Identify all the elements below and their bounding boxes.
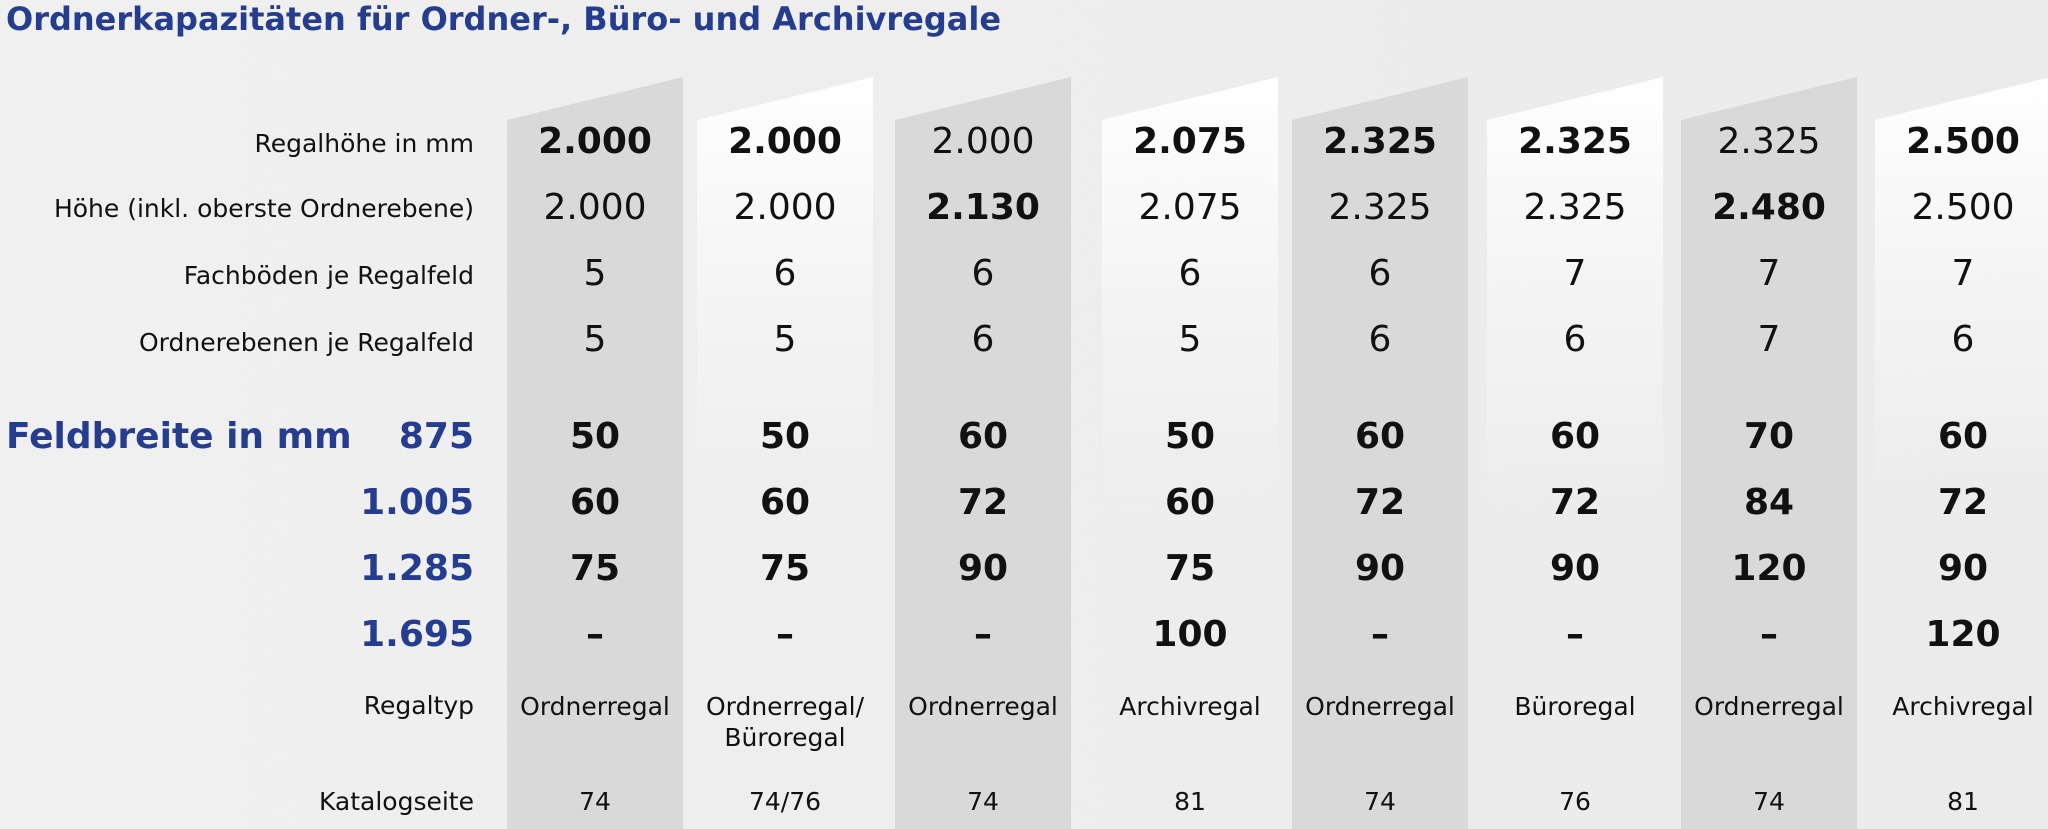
cell-regaltyp: Ordnerregal (908, 692, 1058, 721)
cell-regalhoehe: 2.325 (1323, 121, 1437, 162)
cell-fachboeden: 6 (1368, 253, 1392, 294)
cell-ordnerebenen: 5 (773, 319, 797, 360)
cell-fachboeden: 7 (1757, 253, 1781, 294)
cell-ordnerebenen: 6 (1951, 319, 1975, 360)
cell-hoehe: 2.000 (733, 187, 837, 228)
cell-katalogseite: 74/76 (748, 787, 822, 816)
cell-regalhoehe: 2.500 (1906, 121, 2020, 162)
cell-ordnerebenen: 5 (583, 319, 607, 360)
cell-ordnerebenen: 5 (1178, 319, 1202, 360)
cell-fachboeden: 6 (1178, 253, 1202, 294)
cell-capacity: 75 (759, 548, 811, 589)
cell-capacity: 60 (1549, 416, 1601, 457)
cell-capacity: 90 (957, 548, 1009, 589)
cell-hoehe: 2.500 (1911, 187, 2015, 228)
cell-capacity: 60 (759, 482, 811, 523)
cell-capacity: – (1566, 614, 1584, 655)
cell-fachboeden: 5 (583, 253, 607, 294)
cell-ordnerebenen: 7 (1757, 319, 1781, 360)
cell-fachboeden: 7 (1563, 253, 1587, 294)
row-label-ordnerebenen: Ordnerebenen je Regalfeld (138, 328, 474, 357)
cell-capacity: 70 (1743, 416, 1795, 457)
cell-capacity: 75 (569, 548, 621, 589)
row-label-katalogseite: Katalogseite (318, 787, 474, 816)
cell-regalhoehe: 2.325 (1717, 121, 1821, 162)
cell-regalhoehe: 2.000 (728, 121, 842, 162)
cell-fachboeden: 7 (1951, 253, 1975, 294)
feldbreite-width: 1.005 (360, 482, 474, 523)
cell-capacity: 100 (1152, 614, 1228, 655)
row-label-regaltyp: Regaltyp (363, 691, 474, 720)
feldbreite-width: 1.285 (360, 548, 474, 589)
cell-katalogseite: 81 (1174, 787, 1206, 816)
feldbreite-width: 1.695 (360, 614, 474, 655)
row-label-fachboeden: Fachböden je Regalfeld (183, 261, 474, 290)
cell-regaltyp: Ordnerregal/ Büroregal (705, 692, 865, 752)
cell-capacity: 50 (569, 416, 621, 457)
cell-capacity: – (1371, 614, 1389, 655)
cell-capacity: – (586, 614, 604, 655)
cell-capacity: 120 (1925, 614, 2001, 655)
cell-hoehe: 2.480 (1712, 187, 1826, 228)
cell-regalhoehe: 2.075 (1133, 121, 1247, 162)
row-label-regalhoehe: Regalhöhe in mm (254, 129, 474, 158)
cell-capacity: 72 (1937, 482, 1989, 523)
cell-regaltyp: Ordnerregal (1694, 692, 1844, 721)
cell-capacity: 60 (1354, 416, 1406, 457)
cell-regaltyp: Archivregal (1892, 692, 2034, 721)
cell-capacity: 50 (1164, 416, 1216, 457)
cell-capacity: – (776, 614, 794, 655)
cell-capacity: 60 (569, 482, 621, 523)
cell-capacity: 50 (759, 416, 811, 457)
cell-katalogseite: 74 (1364, 787, 1396, 816)
cell-ordnerebenen: 6 (1368, 319, 1392, 360)
cell-regalhoehe: 2.000 (931, 121, 1035, 162)
cell-hoehe: 2.000 (543, 187, 647, 228)
cell-capacity: 72 (957, 482, 1009, 523)
cell-katalogseite: 74 (1753, 787, 1785, 816)
cell-capacity: 90 (1937, 548, 1989, 589)
cell-capacity: 60 (957, 416, 1009, 457)
cell-regalhoehe: 2.000 (538, 121, 652, 162)
cell-regaltyp: Archivregal (1119, 692, 1261, 721)
cell-capacity: 90 (1549, 548, 1601, 589)
row-label-hoehe: Höhe (inkl. oberste Ordnerebene) (53, 194, 474, 223)
page-title: Ordnerkapazitäten für Ordner-, Büro- und Archivregale (6, 0, 1002, 38)
cell-capacity: 84 (1743, 482, 1795, 523)
cell-hoehe: 2.130 (926, 187, 1040, 228)
cell-regaltyp: Büroregal (1514, 692, 1636, 721)
cell-capacity: 120 (1731, 548, 1807, 589)
cell-capacity: 72 (1549, 482, 1601, 523)
cell-ordnerebenen: 6 (1563, 319, 1587, 360)
cell-capacity: 72 (1354, 482, 1406, 523)
cell-fachboeden: 6 (971, 253, 995, 294)
feldbreite-title: Feldbreite in mm (6, 416, 352, 457)
cell-hoehe: 2.075 (1138, 187, 1242, 228)
cell-katalogseite: 76 (1559, 787, 1591, 816)
cell-ordnerebenen: 6 (971, 319, 995, 360)
cell-fachboeden: 6 (773, 253, 797, 294)
cell-capacity: – (1760, 614, 1778, 655)
cell-capacity: 90 (1354, 548, 1406, 589)
cell-regaltyp: Ordnerregal (520, 692, 670, 721)
cell-katalogseite: 81 (1947, 787, 1979, 816)
cell-capacity: 60 (1937, 416, 1989, 457)
cell-regalhoehe: 2.325 (1518, 121, 1632, 162)
cell-regaltyp: Ordnerregal (1305, 692, 1455, 721)
cell-hoehe: 2.325 (1523, 187, 1627, 228)
cell-katalogseite: 74 (967, 787, 999, 816)
cell-capacity: 75 (1164, 548, 1216, 589)
cell-katalogseite: 74 (579, 787, 611, 816)
cell-capacity: 60 (1164, 482, 1216, 523)
cell-hoehe: 2.325 (1328, 187, 1432, 228)
feldbreite-width: 875 (398, 416, 474, 457)
cell-capacity: – (974, 614, 992, 655)
